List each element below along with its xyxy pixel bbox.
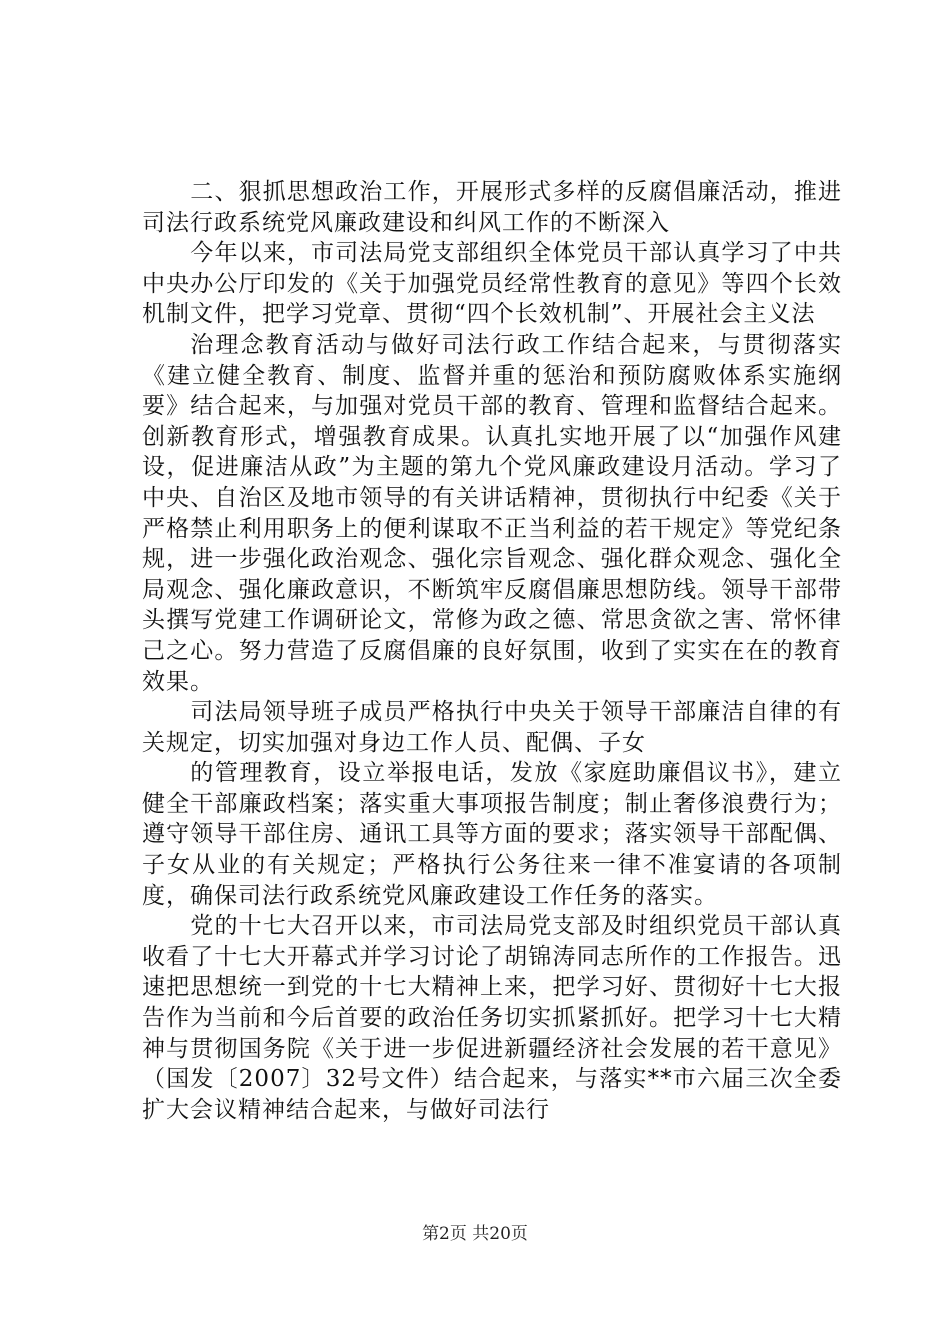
paragraph-heading-2: 二、狠抓思想政治工作，开展形式多样的反腐倡廉活动，推进司法行政系统党风廉政建设和纠风工作的不断深入 — [142, 179, 842, 236]
paragraph: 治理念教育活动与做好司法行政工作结合起来，与贯彻落实《建立健全教育、制度、监督并重的惩治和预防腐败体系实施纲要》结合起来，与加强对党员干部的教育、管理和监督结合起来。创新教育形式，增强教育成果。认真扎实地开展了以“加强作风建设，促进廉洁从政”为主题的第九个党风廉政建设月活动。学习了中央、自治区及地市领导的有关讲话精神，贯彻执行中纪委《关于严格禁止利用职务上的便利谋取不正当利益的若干规定》等党纪条规，进一步强化政治观念、强化宗旨观念、强化群众观念、强化全局观念、强化廉政意识，不断筑牢反腐倡廉思想防线。领导干部带头撰写党建工作调研论文，常修为政之德、常思贪欲之害、常怀律己之心。努力营造了反腐倡廉的良好氛围，收到了实实在在的教育效果。 — [142, 331, 842, 695]
paragraph: 司法局领导班子成员严格执行中央关于领导干部廉洁自律的有关规定，切实加强对身边工作人员、配偶、子女 — [142, 699, 842, 756]
paragraph: 的管理教育，设立举报电话，发放《家庭助廉倡议书》，建立健全干部廉政档案；落实重大事项报告制度；制止奢侈浪费行为；遵守领导干部住房、通讯工具等方面的要求；落实领导干部配偶、子女从业的有关规定；严格执行公务往来一律不准宴请的各项制度，确保司法行政系统党风廉政建设工作任务的落实。 — [142, 760, 842, 909]
page-number-label: 第2页 共20页 — [422, 1224, 528, 1244]
paragraph: 今年以来，市司法局党支部组织全体党员干部认真学习了中共中央办公厅印发的《关于加强党员经常性教育的意见》等四个长效机制文件，把学习党章、贯彻“四个长效机制”、开展社会主义法 — [142, 240, 842, 328]
page-footer — [0, 1219, 950, 1244]
paragraph: 党的十七大召开以来，市司法局党支部及时组织党员干部认真收看了十七大开幕式并学习讨论了胡锦涛同志所作的工作报告。迅速把思想统一到党的十七大精神上来，把学习好、贯彻好十七大报告作为当前和今后首要的政治任务切实抓紧抓好。把学习十七大精神与贯彻国务院《关于进一步促进新疆经济社会发展的若干意见》（国发〔2007〕32号文件）结合起来，与落实**市六届三次全委扩大会议精神结合起来，与做好司法行 — [142, 913, 842, 1123]
document-body — [142, 177, 842, 1125]
